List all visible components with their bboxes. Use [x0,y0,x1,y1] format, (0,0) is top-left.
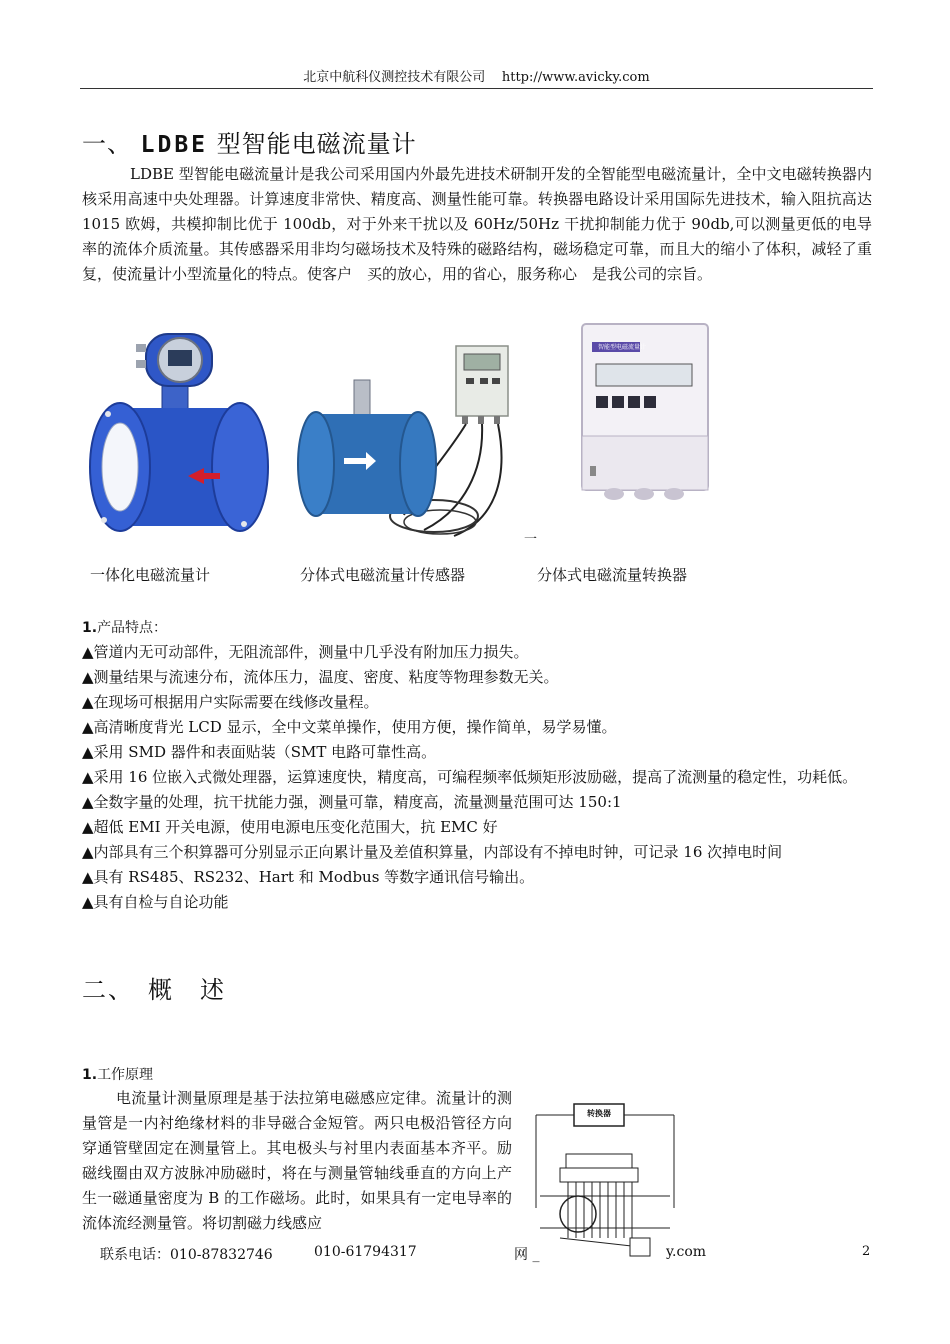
converter-screen-label: 智能型电磁流量计 [598,344,647,351]
features-list [82,640,874,915]
list-item: ▲全数字量的处理，抗干扰能力强，测量可靠，精度高，流量测量范围可达 150:1 [82,793,622,811]
caption-split-sensor: 分体式电磁流量计传感器 [300,566,466,584]
footer-web-left: 网 _ [514,1247,540,1263]
list-item: ▲具有 RS485、RS232、Hart 和 Modbus 等数字通讯信号输出。 [82,868,535,886]
principle-heading-num: 1. [82,1067,98,1083]
caption-split-converter: 分体式电磁流量转换器 [537,566,688,584]
header-company: 北京中航科仪测控技术有限公司 [303,70,486,85]
principle-heading [82,1064,153,1084]
header-divider [80,88,873,89]
stray-dash: 一 [524,532,538,547]
principle-diagram [530,1098,680,1266]
page-number: 2 [862,1244,871,1259]
footer-web-right: y.com [666,1244,707,1260]
features-heading-num: 1. [82,620,98,636]
footer-phone [100,1244,273,1264]
list-item: ▲内部具有三个积算器可分别显示正向累计量及差值积算量，内部设有不掉电时钟，可记录 16 次掉电时间 [82,843,783,861]
split-converter-image [578,320,712,502]
features-heading-text: 产品特点： [97,620,168,636]
page-header [80,66,873,85]
principle-paragraph: 电流量计测量原理是基于法拉第电磁感应定律。流量计的测量管是一内衬绝缘材料的非导磁合金短管。两只电极沿管径方向穿通管壁固定在测量管上。其电极头与衬里内表面基本齐平。励磁线圈由双方波脉冲励磁时，将在与测量管轴线垂直的方向上产生一磁通量密度为 B 的工作磁场。此时，如果具有一定电导率的流体流经测量管。将切割磁力线感应 [82,1089,512,1232]
footer-phone-2: 010-61794317 [314,1244,417,1260]
list-item: ▲采用 SMD 器件和表面贴装（SMT 电路可靠性高。 [82,743,437,761]
list-item: ▲超低 EMI 开关电源，使用电源电压变化范围大，抗 EMC 好 [82,818,498,836]
section-number: 一、 [82,130,132,158]
header-url[interactable]: http://www.avicky.com [501,70,650,85]
list-item: ▲在现场可根据用户实际需要在线修改量程。 [82,693,379,711]
list-item: ▲测量结果与流速分布，流体压力，温度、密度、粘度等物理参数无关。 [82,668,559,686]
caption-integrated: 一体化电磁流量计 [90,566,211,584]
footer-phone-label: 联系电话： [100,1247,170,1263]
split-sensor-image [294,340,520,546]
list-item: ▲采用 16 位嵌入式微处理器，运算速度快，精度高，可编程频率低频矩形波励磁，提高了流测量的稳定性，功耗低。 [82,768,858,786]
diagram-converter-label: 转换器 [587,1109,611,1118]
list-item: ▲高清晰度背光 LCD 显示，全中文菜单操作，使用方便，操作简单，易学易懂。 [82,718,617,736]
product-code: LDBE [140,132,209,158]
features-heading [82,617,167,637]
list-item: ▲管道内无可动部件，无阻流部件，测量中几乎没有附加压力损失。 [82,643,529,661]
section-title-text: 型智能电磁流量计 [216,130,417,158]
integrated-flowmeter-image [84,324,270,550]
footer-phone-1: 010-87832746 [170,1247,273,1263]
list-item: ▲具有自检与自论功能 [82,893,229,911]
intro-paragraph: LDBE 型智能电磁流量计是我公司采用国内外最先进技术研制开发的全智能型电磁流量计，全中文电磁转换器内核采用高速中央处理器。计算速度非常快、精度高、测量性能可靠。转换器电路设计采用国际先进技术，输入阻抗高达 1015 欧姆，共模抑制比优于 100db，对于外来干扰以及 60Hz/50Hz 干扰抑制能力优于 90db,可以测量更低的电导率的流体介质流量。其传感器采用非均匀磁场技术及特殊的磁路结构，磁场稳定可靠，而且大的缩小了体积，减轻了重复，使流量计小型流量化的特点。使客户 买的放心，用的省心，服务称心 是我公司的宗旨。 [82,165,872,283]
section-title-2: 二、 概 述 [82,976,226,1004]
section-title-1 [82,124,417,159]
principle-heading-text: 工作原理 [97,1067,154,1083]
